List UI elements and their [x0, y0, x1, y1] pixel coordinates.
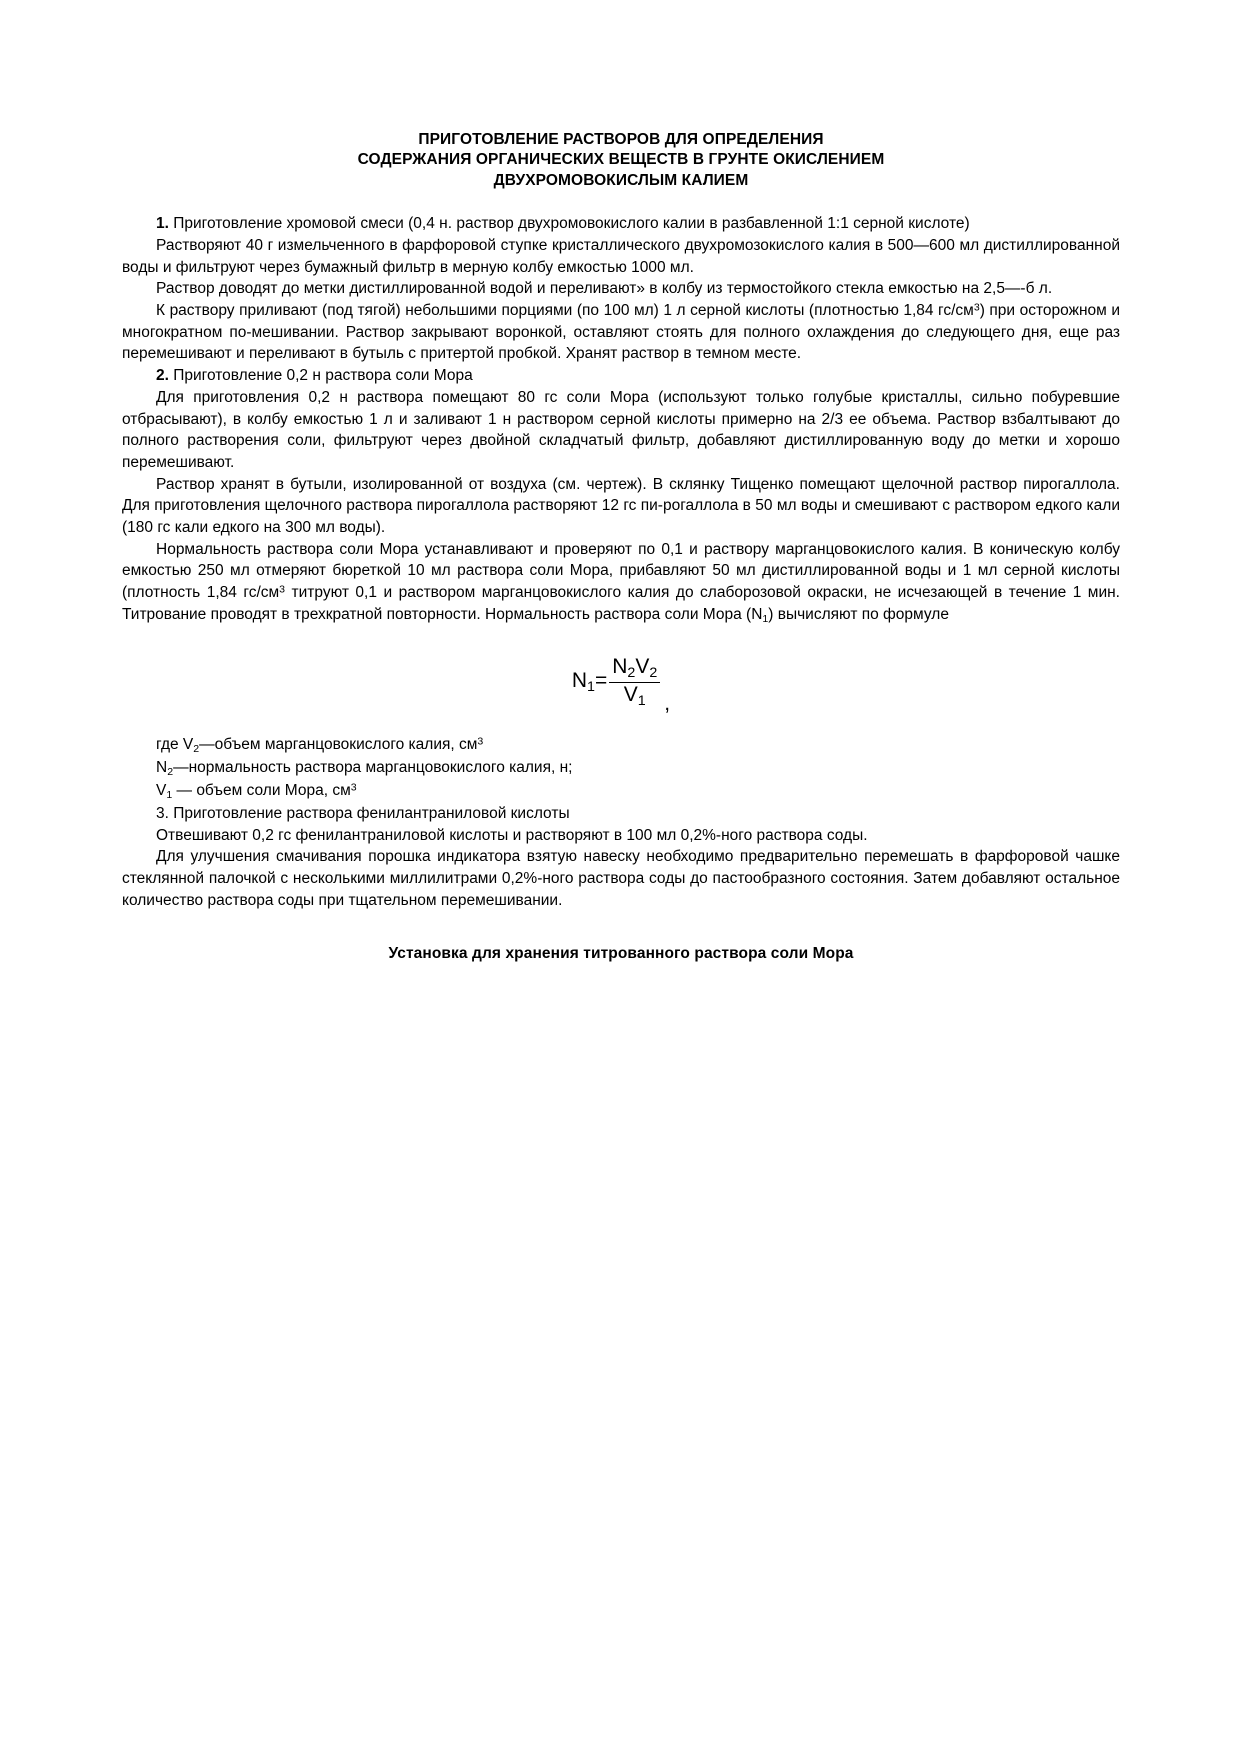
- legend-3-superscript: 3: [350, 781, 357, 794]
- paragraph-5-text: Приготовление 0,2 н раствора соли Мора: [168, 367, 473, 385]
- paragraph-8-superscript: 3: [279, 583, 286, 596]
- formula-v2-subscript: 2: [649, 665, 658, 682]
- legend-2-subscript: 2: [167, 765, 174, 778]
- formula-comma: ,: [664, 691, 671, 715]
- paragraph-7: Раствор хранят в бутыли, изолированной от воздуха (см. чертеж). В склянку Тищенко помещают щелочной раствор пирогаллола. Для приготовления щелочного раствора пирогаллола растворяют 12 гс пи-рогаллола в 50 мл воды и смешивают с раствором едкого кали (180 гс кали едкого на 300 мл воды).: [122, 475, 1120, 536]
- legend-2-a: N: [156, 758, 168, 776]
- paragraph-4-text-a: К раствору приливают (под тягой) небольшими порциями (по 100 мл) 1 л серной кислоты (плотностью 1,84 гс/см: [156, 302, 974, 320]
- paragraph-8-text-b: титруют 0,1 и раствором марганцовокислого калия до слаборозовой окраски, не исчезающей в течение 1 мин. Титрование проводят в трехкратной повторности. Нормальность раствора соли Мора (N: [122, 584, 1120, 623]
- title-line-2: СОДЕРЖАНИЯ ОРГАНИЧЕСКИХ ВЕЩЕСТВ В ГРУНТЕ ОКИСЛЕНИЕМ: [357, 151, 885, 169]
- paragraph-8: [122, 539, 1120, 627]
- legend-1-a: где V: [156, 735, 194, 753]
- formula-v1-subscript: 1: [637, 692, 646, 709]
- paragraph-3: Раствор доводят до метки дистиллированной водой и переливают» в колбу из термостойкого стекла емкостью на 2,5—-б л.: [156, 280, 1053, 298]
- legend-1-subscript: 2: [193, 742, 200, 755]
- formula-left-side: [572, 670, 607, 694]
- paragraph-1-text: Приготовление хромовой смеси (0,4 н. раствор двухромовокислого калии в разбавленной 1:1 серной кислоте): [168, 215, 970, 233]
- legend-1-b: —объем марганцовокислого калия, см: [199, 735, 478, 753]
- formula-numerator: [609, 656, 660, 682]
- legend-1-superscript: 3: [477, 735, 484, 748]
- legend-2-b: —нормальность раствора марганцовокислого калия, н;: [173, 758, 573, 776]
- formula-v2: V: [635, 655, 650, 679]
- formula-fraction: [609, 656, 660, 708]
- paragraph-8-text-c: ) вычисляют по формуле: [768, 605, 949, 623]
- formula-equals: =: [594, 669, 608, 693]
- paragraph-9: Отвешивают 0,2 гс фенилантраниловой кислоты и растворяют в 100 мл 0,2%-ного раствора соды.: [156, 826, 868, 844]
- page-title: [122, 130, 1120, 191]
- paragraph-5: [122, 365, 1120, 387]
- paragraph-1: [122, 213, 1120, 235]
- paragraph-10: Для улучшения смачивания порошка индикатора взятую навеску необходимо предварительно перемешать в фарфоровой чашке стеклянной палочкой с несколькими миллилитрами 0,2%-ного раствора соды до пастообразного состояния. Затем добавляют остальное количество раствора соды при тщательном перемешивании.: [122, 848, 1120, 909]
- legend-line-4: 3. Приготовление раствора фенилантраниловой кислоты: [156, 804, 570, 822]
- paragraph-4: [122, 300, 1120, 365]
- legend-line-3: [122, 780, 1120, 803]
- formula-normality: [122, 655, 1120, 715]
- paragraph-4-text-b: ) при осторожном и многократном по-мешивании. Раствор закрывают воронкой, оставляют стоять для полного охлаждения до следующего дня, еще раз перемешивают и переливают в бутыль с притертой пробкой. Хранят раствор в темном месте.: [122, 302, 1120, 363]
- formula-denominator: [609, 683, 660, 708]
- formula-n1: N: [571, 669, 588, 693]
- formula-n2: N: [612, 655, 628, 679]
- formula-n1-subscript: 1: [587, 679, 595, 696]
- legend-line-1: [122, 734, 1120, 757]
- formula-row: [571, 655, 671, 715]
- legend-3-a: V: [156, 781, 167, 799]
- paragraph-6: Для приготовления 0,2 н раствора помещают 80 гс соли Мора (используют только голубые кристаллы, сильно побуревшие отбрасывают), в колбу емкостью 1 л и заливают 1 н раствором серной кислоты примерно на 2/3 ее объема. Раствор взбалтывают до полного растворения соли, фильтруют через двойной складчатый фильтр, добавляют дистиллированную воду до метки и хорошо перемешивают.: [122, 388, 1120, 471]
- list-number-2: 2.: [156, 367, 169, 385]
- legend-3-b: — объем соли Мора, см: [172, 781, 351, 799]
- formula-v1: V: [623, 682, 638, 706]
- list-number-1: 1.: [156, 215, 169, 233]
- legend-line-2: [122, 757, 1120, 780]
- formula-n2-subscript: 2: [627, 665, 636, 682]
- title-line-1: ПРИГОТОВЛЕНИЕ РАСТВОРОВ ДЛЯ ОПРЕДЕЛЕНИЯ: [418, 131, 824, 148]
- paragraph-8-text-a: Нормальность раствора соли Мора устанавливают и проверяют по 0,1 и раствору марганцовокислого калия. В коническую колбу емкостью 250 мл отмеряют бюреткой 10 мл раствора соли Мора, прибавляют 50 мл дистиллированной воды и 1 мл серной кислоты (плотность 1,84 гс/см: [122, 540, 1120, 602]
- title-line-3: ДВУХРОМОВОКИСЛЫМ КАЛИЕМ: [493, 171, 749, 189]
- legend-3-subscript: 1: [166, 788, 173, 801]
- paragraph-2: Растворяют 40 г измельченного в фарфоровой ступке кристаллического двухромозокислого калия в 500—600 мл дистиллированной воды и фильтруют через бумажный фильтр в мерную колбу емкостью 1000 мл.: [122, 237, 1120, 276]
- section-heading: Установка для хранения титрованного раствора соли Мора: [388, 945, 854, 963]
- paragraph-4-superscript: 3: [973, 301, 980, 314]
- paragraph-8-subscript: 1: [762, 612, 769, 625]
